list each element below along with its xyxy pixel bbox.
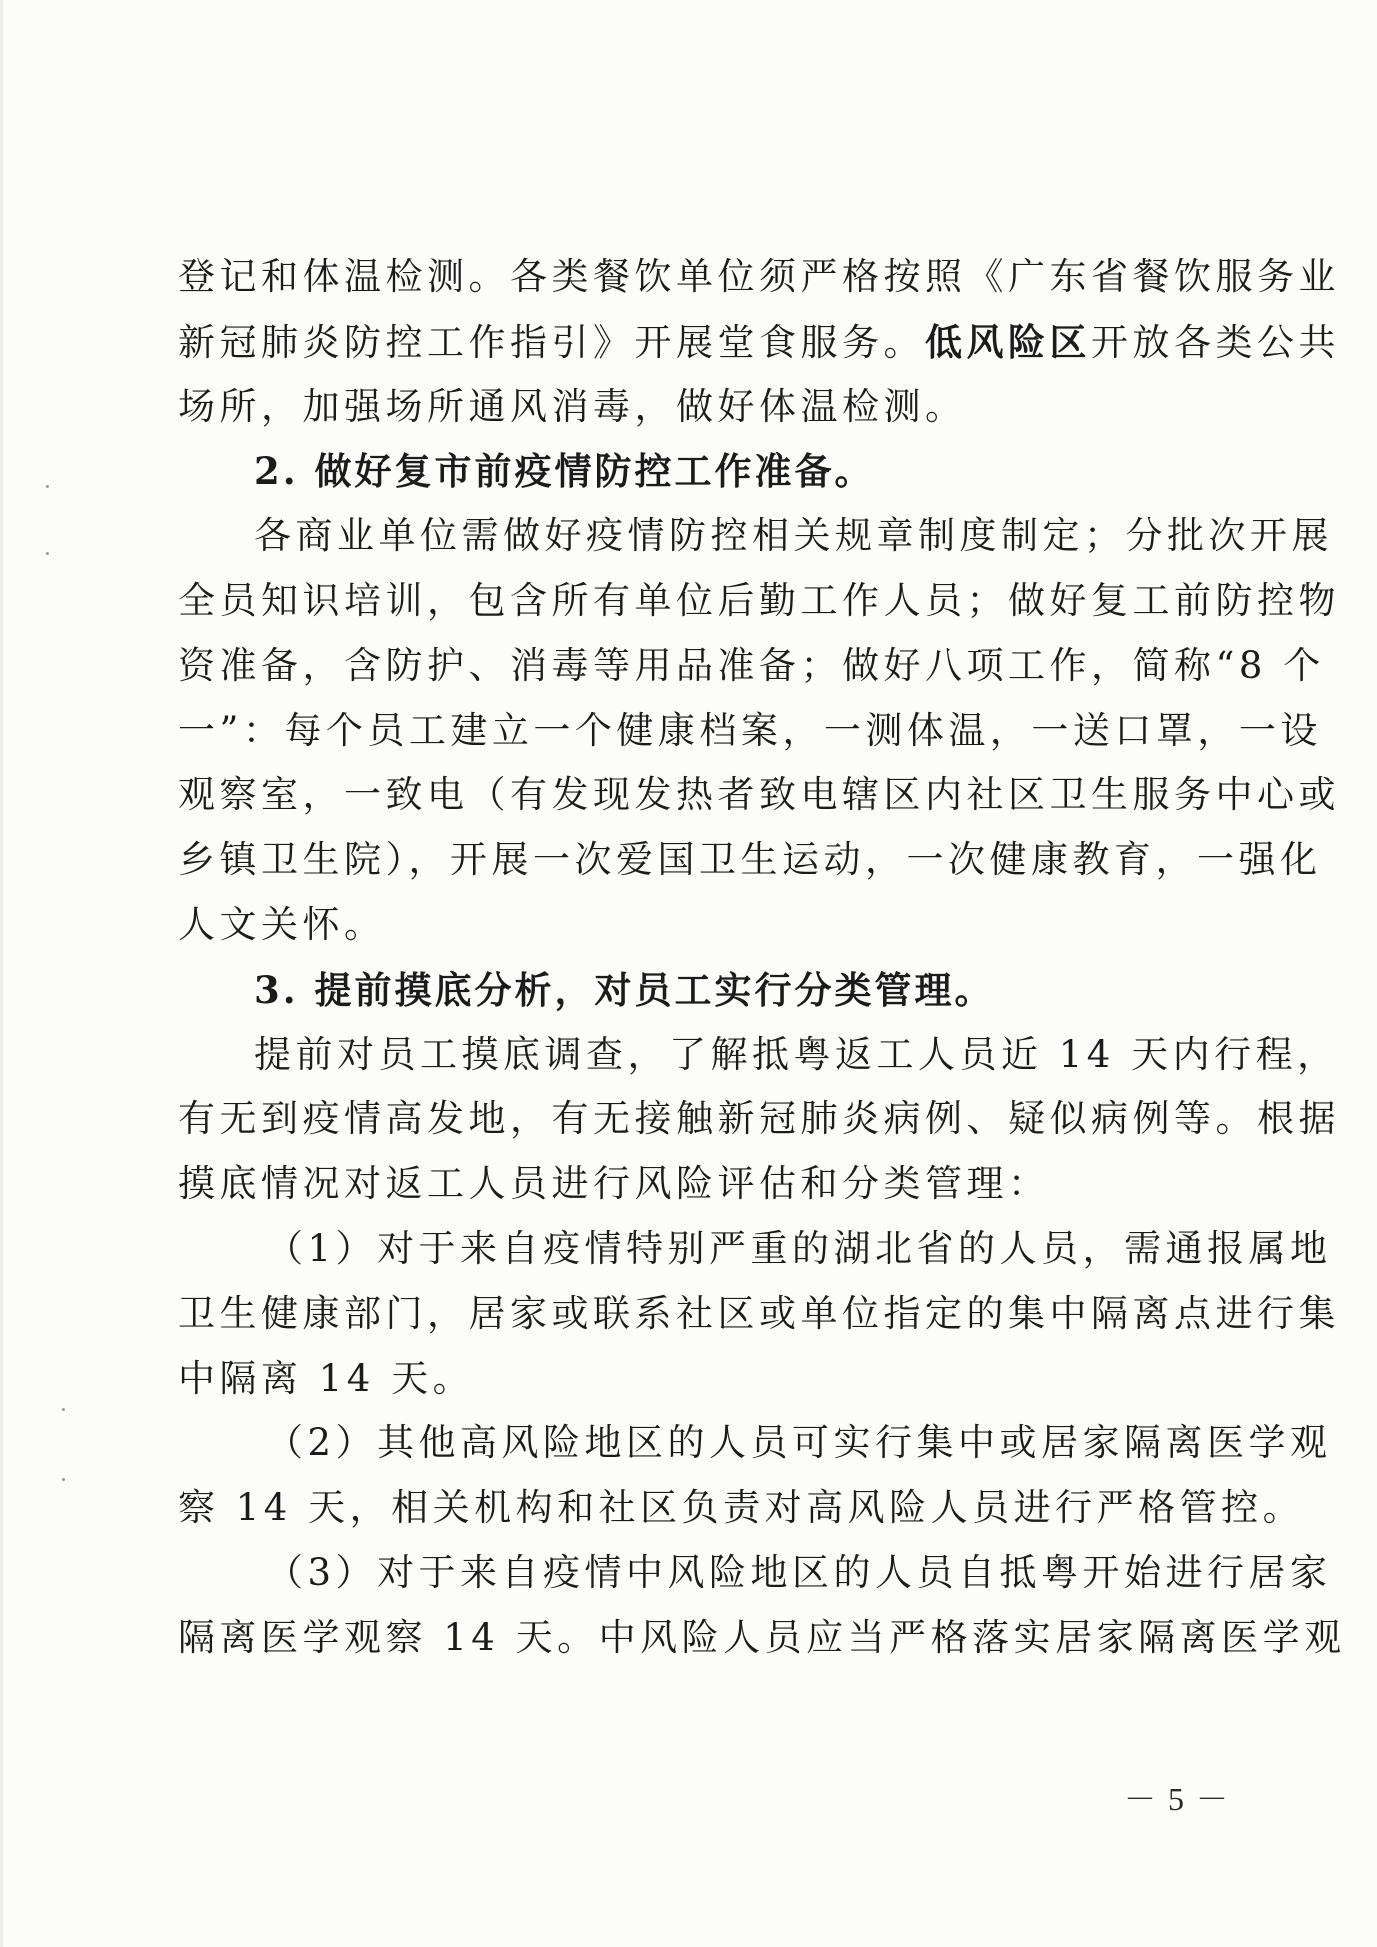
scan-edge [0, 0, 3, 1947]
list-item-line: （2）其他高风险地区的人员可实行集中或居家隔离医学观 [266, 1421, 1332, 1465]
paragraph-line [178, 310, 1340, 375]
paragraph-line: 人文关怀。 [178, 902, 386, 946]
paragraph-line: 登记和体温检测。各类餐饮单位须严格按照《广东省餐饮服务业 [178, 255, 1340, 298]
scan-dot [62, 1478, 65, 1481]
paragraph-line: 一”：每个员工建立一个健康档案，一测体温，一送口罩，一设 [178, 708, 1322, 752]
list-item-line: 中隔离 14 天。 [178, 1356, 475, 1400]
list-item-line: 隔离医学观察 14 天。中风险人员应当严格落实居家隔离医学观 [178, 1615, 1346, 1659]
paragraph-line: 摸底情况对返工人员进行风险评估和分类管理： [178, 1162, 1050, 1206]
section-heading-2: 2. 做好复市前疫情防控工作准备。 [254, 449, 875, 494]
paragraph-line: 有无到疫情高发地，有无接触新冠肺炎病例、疑似病例等。根据 [178, 1097, 1340, 1141]
paragraph-text: 新冠肺炎防控工作指引》开展堂食服务。 [178, 320, 925, 364]
list-item-line: 察 14 天，相关机构和社区负责对高风险人员进行严格管控。 [178, 1486, 1305, 1530]
paragraph-line: 提前对员工摸底调查，了解抵粤返工人员近 14 天内行程， [254, 1032, 1339, 1076]
list-item-line: （1）对于来自疫情特别严重的湖北省的人员，需通报属地 [266, 1226, 1332, 1270]
scan-dot [62, 1408, 65, 1411]
paragraph-line: 观察室，一致电（有发现发热者致电辖区内社区卫生服务中心或 [178, 773, 1340, 817]
list-item-line: 卫生健康部门，居家或联系社区或单位指定的集中隔离点进行集 [178, 1291, 1340, 1335]
paragraph-line: 资准备，含防护、消毒等用品准备；做好八项工作，简称“8 个 [178, 643, 1325, 687]
body-text [178, 245, 1346, 1671]
paragraph-text: 开放各类公共 [1091, 320, 1340, 364]
list-item-line: （3）对于来自疫情中风险地区的人员自抵粤开始进行居家 [266, 1550, 1332, 1594]
paragraph-line: 乡镇卫生院），开展一次爱国卫生运动，一次健康教育，一强化 [178, 838, 1322, 882]
paragraph-line: 各商业单位需做好疫情防控相关规章制度制定；分批次开展 [254, 514, 1333, 558]
scan-dot [46, 485, 49, 488]
section-heading-3: 3. 提前摸底分析，对员工实行分类管理。 [254, 967, 995, 1012]
low-risk-area-term: 低风险区 [925, 319, 1091, 364]
scan-dot [46, 552, 49, 555]
page-number: － 5 － [1124, 1781, 1231, 1817]
paragraph-line: 场所，加强场所通风消毒，做好体温检测。 [178, 384, 967, 428]
paragraph-line: 全员知识培训，包含所有单位后勤工作人员；做好复工前防控物 [178, 578, 1340, 622]
